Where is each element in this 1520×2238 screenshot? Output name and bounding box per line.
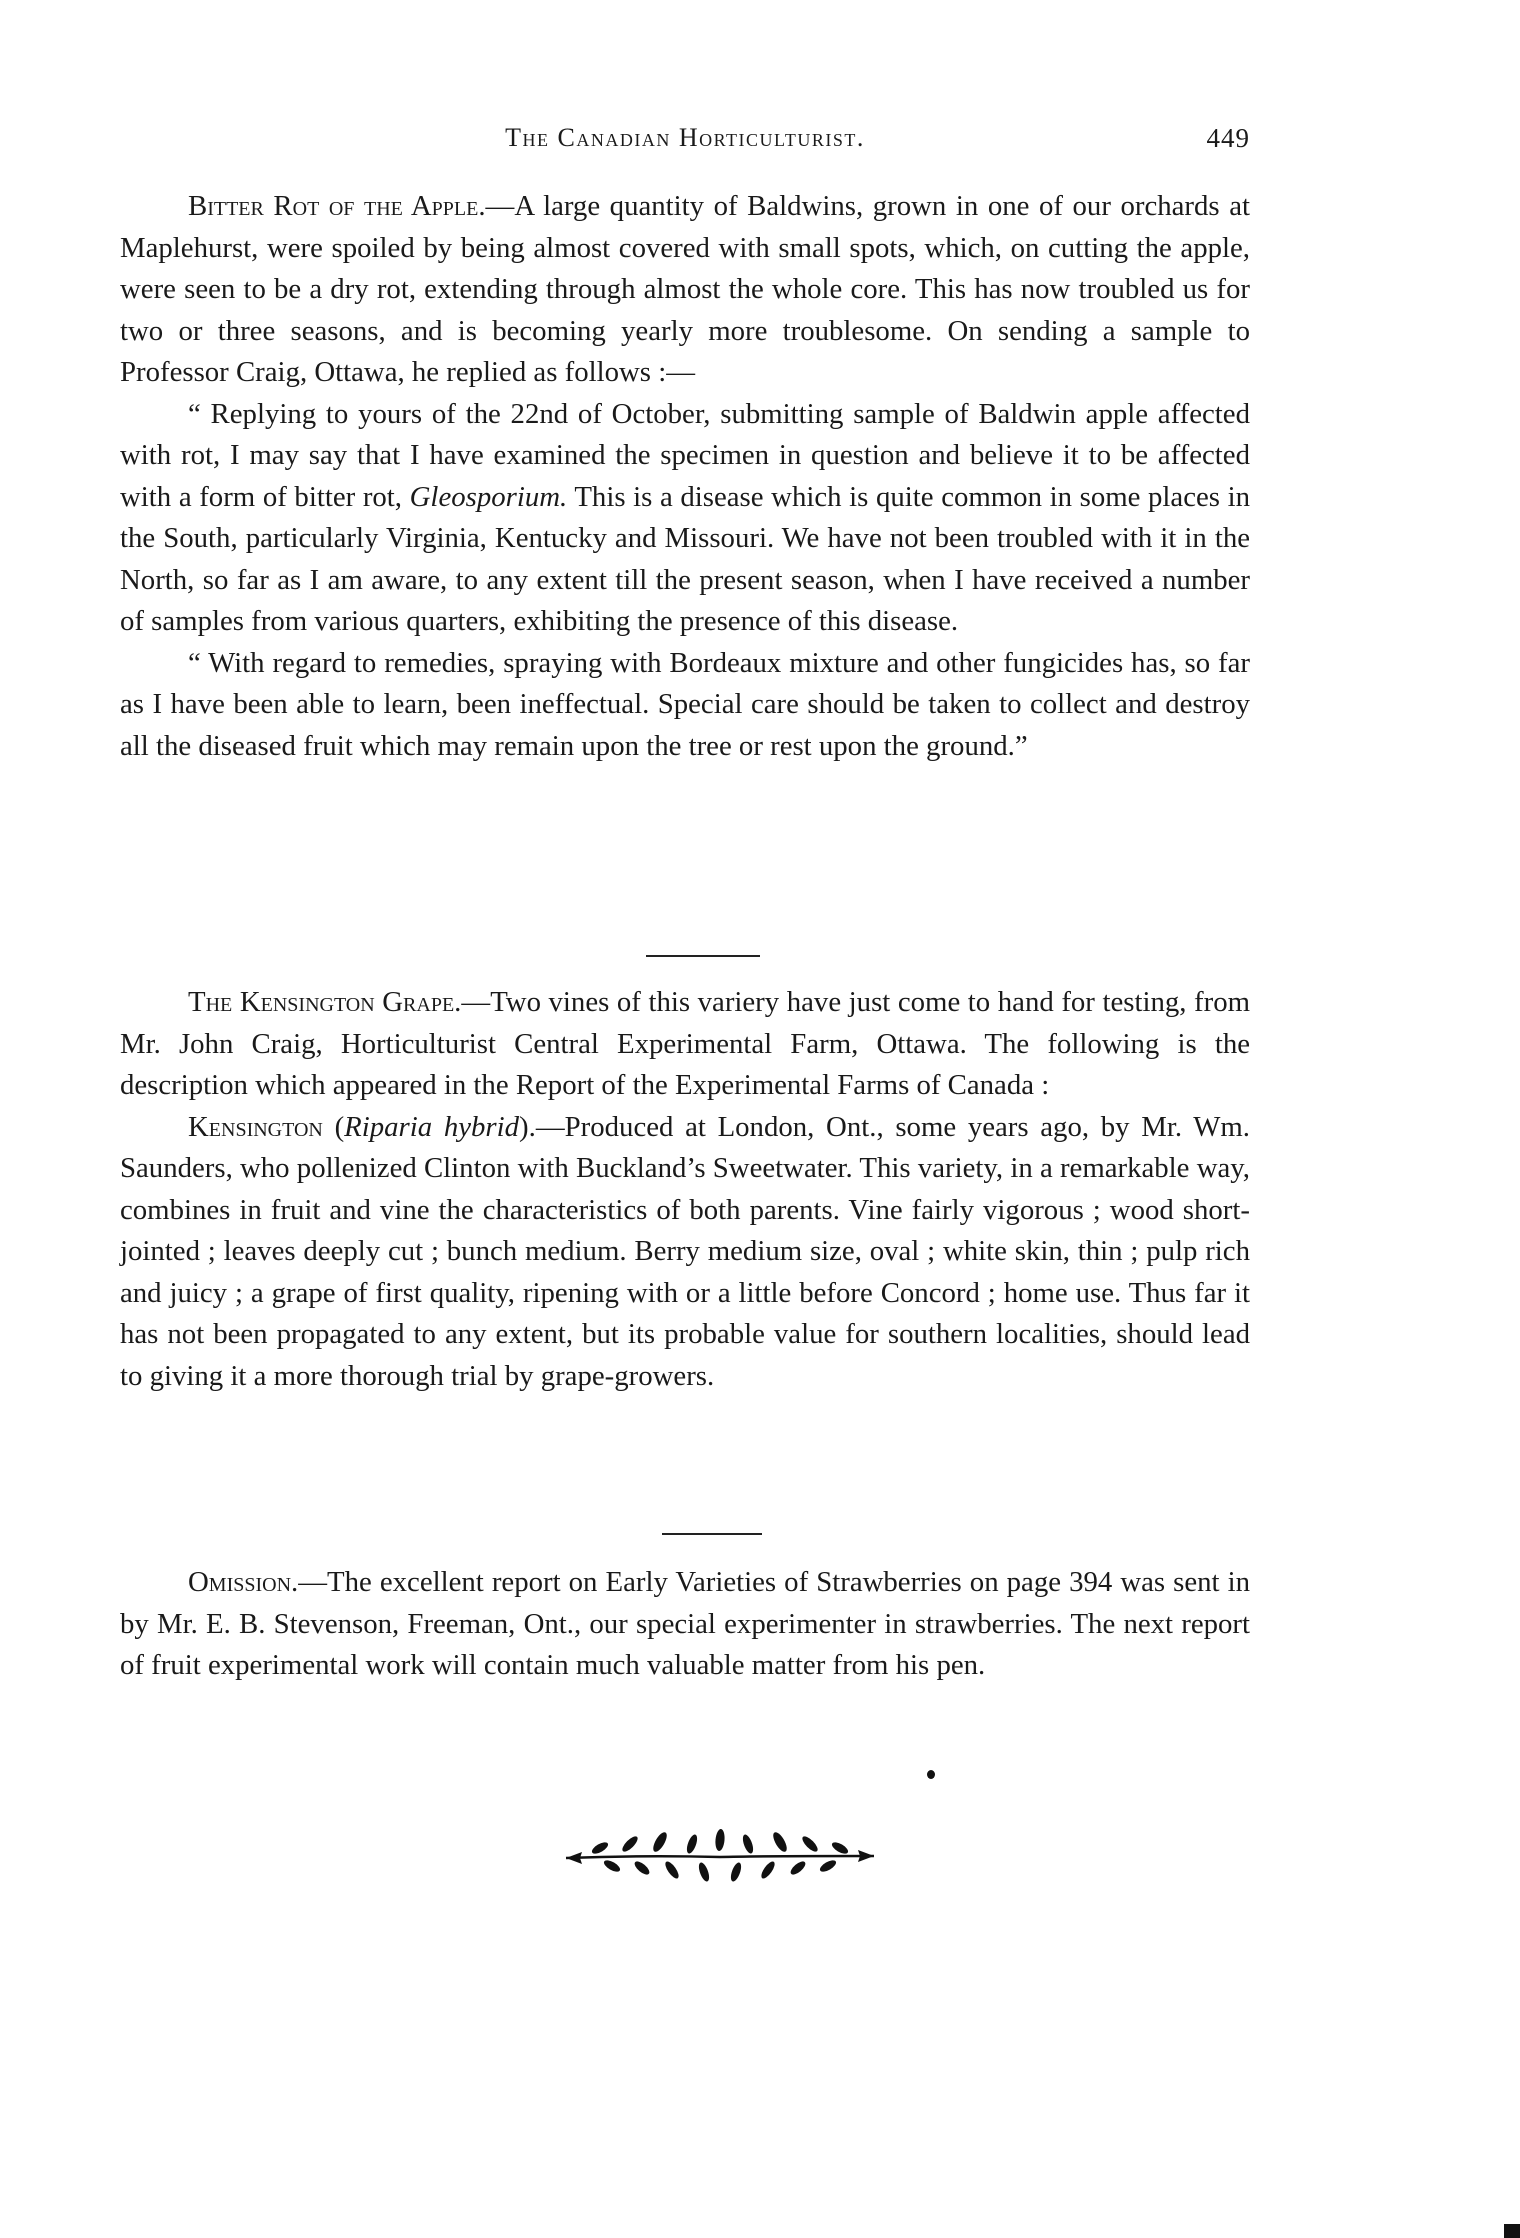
page-number: 449 [1206,123,1250,153]
quote-1-after: This is a disease which is quite common in some places in the South, particularly Virginia, Kentucky and Missouri. We have not been troubled with it in the North, so far as I am aware, to any extent till the present season, when I have received a number of samples from various quarters, exhibiting the presence of this disease. [120,480,1250,637]
bitter-rot-quote-1 [120,394,1250,643]
running-title: The Canadian Horticulturist. [505,123,865,152]
kensington-heading: The Kensington Grape. [188,986,462,1018]
omission-heading: Omission. [188,1566,299,1598]
stray-dot-mark [927,1770,935,1779]
section-bitter-rot [120,186,1250,767]
kensington-intro-text: —Two vines of this variery have just come to hand for testing, from Mr. John Craig, Horticulturist Central Experimental Farm, Ottawa. The following is the description which appeared in the Report of the Experimental Farms of Canada : [120,986,1251,1101]
gleosporium-name: Gleosporium. [409,480,568,513]
kensington-entry-name: Kensington [188,1110,323,1143]
kensington-entry [120,1107,1250,1398]
entry-paren-open: ( [334,1110,345,1143]
section-divider-1 [646,955,760,957]
bitter-rot-intro [120,186,1250,394]
bitter-rot-heading: Bitter Rot of the Apple. [188,190,486,222]
omission-paragraph [120,1562,1250,1687]
section-omission [120,1562,1250,1687]
kensington-entry-text: —Produced at London, Ont., some years ago, by Mr. Wm. Saunders, who pollenized Clinton with Buckland’s Sweetwater. This variety, in a remarkable way, combines in fruit and vine the characteristics of both parents. Vine fairly vigorous ; wood short-jointed ; leaves deeply cut ; bunch medium. Berry medium size, oval ; white skin, thin ; pulp rich and juicy ; a grape of first quality, ripening with or a little before Concord ; home use. Thus far it has not been propagated to any extent, but its probable value for southern localities, should lead to giving it a more thorough trial by grape-growers. [120,1110,1250,1392]
riparia-hybrid-name: Riparia hybrid [344,1110,520,1143]
kensington-intro [120,982,1250,1107]
running-head [120,123,1250,163]
quote-1-before: “ Replying to yours of the 22nd of October, submitting sample of Baldwin apple affected with rot, I may say that I have examined the specimen in question and believe it to be affected with a form of bitter rot, [120,397,1250,513]
scan-edge-mark [1504,2224,1520,2238]
leafy-vine-tailpiece-icon [560,1826,880,1886]
entry-paren-close: ). [519,1110,536,1143]
bitter-rot-quote-2: “ With regard to remedies, spraying with Bordeaux mixture and other fungicides has, so far as I have been able to learn, been ineffectual. Special care should be taken to collect and destroy all the diseased fruit which may remain upon the tree or rest upon the ground.” [120,646,1250,762]
section-kensington [120,982,1250,1397]
bitter-rot-intro-text: —A large quantity of Baldwins, grown in one of our orchards at Maplehurst, were spoiled by being almost covered with small spots, which, on cutting the apple, were seen to be a dry rot, extending through almost the whole core. This has now troubled us for two or three seasons, and is becoming yearly more troublesome. On sending a sample to Professor Craig, Ottawa, he replied as follows :— [120,190,1250,388]
omission-text: —The excellent report on Early Varieties of Strawberries on page 394 was sent in by Mr. E. B. Stevenson, Freeman, Ont., our special experimenter in strawberries. The next report of fruit experimental work will contain much valuable matter from his pen. [120,1566,1250,1681]
section-divider-2 [662,1533,762,1535]
